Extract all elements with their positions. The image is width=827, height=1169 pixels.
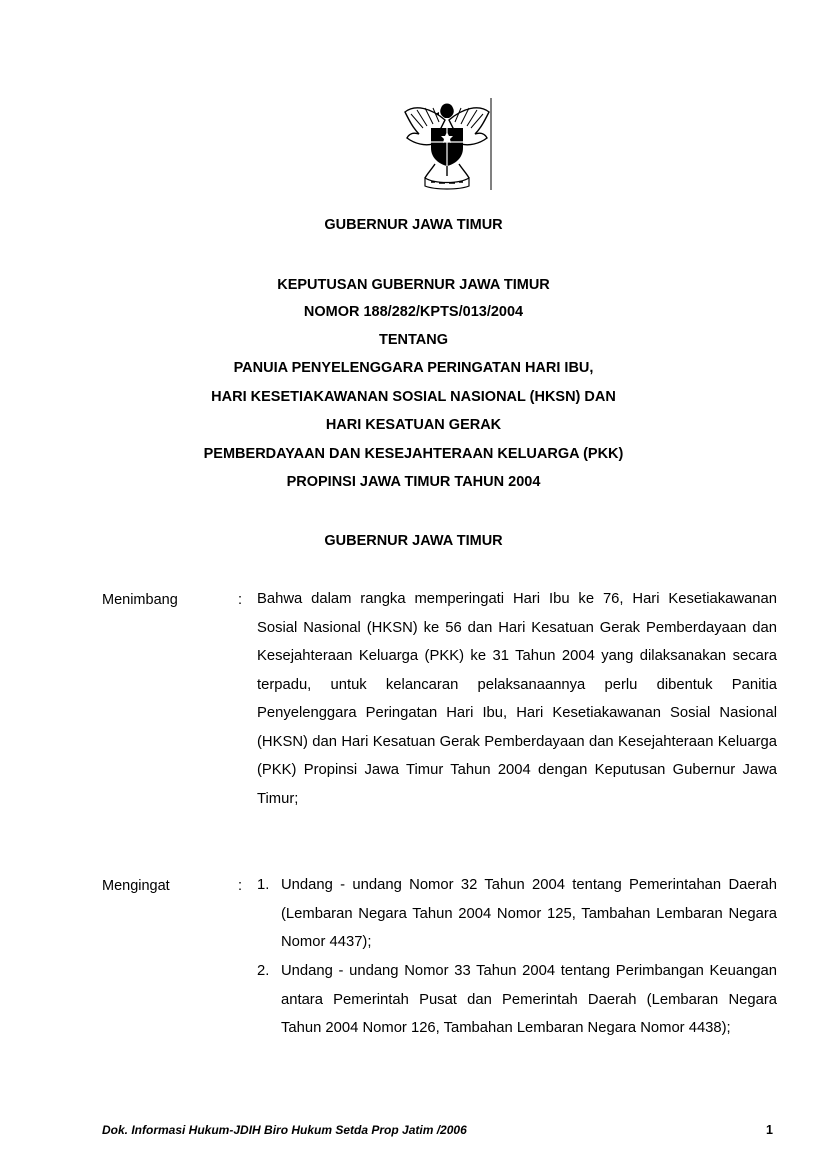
list-item-text: Undang - undang Nomor 33 Tahun 2004 tentang Perimbangan Keuangan antara Pemerintah Pusat dan Pemerintah Daerah (Lembaran Negara Tahun 2004 Nomor 126, Tambahan Lembaran Negara Nomor 4438); — [281, 963, 777, 1037]
decree-subject-line-2: HARI KESETIAKAWANAN SOSIAL NASIONAL (HKSN) DAN — [211, 389, 616, 405]
menimbang-text: Bahwa dalam rangka memperingati Hari Ibu ke 76, Hari Kesetiakawanan Sosial Nasional (HKSN) ke 56 dan Hari Kesatuan Gerak Pemberdayaan dan Kesejahteraan Keluarga (PKK) ke 31 Tahun 2004 yang dilaksanakan secara terpadu, untuk kelancaran pelaksanaannya perlu dibentuk Panitia Penyelenggara Peringatan Hari Ibu, Hari Kesetiakawanan Sosial Nasional (HKSN) dan Hari Kesatuan Gerak Pemberdayaan dan Kesejahteraan Keluarga (PKK) Propinsi Jawa Timur Tahun 2004 dengan Keputusan Gubernur Jawa Timur; — [257, 591, 777, 807]
list-item-number: 2. — [257, 963, 270, 979]
decree-number: NOMOR 188/282/KPTS/013/2004 — [303, 304, 524, 320]
governor-title-2: GUBERNUR JAWA TIMUR — [324, 533, 503, 549]
menimbang-colon: : — [238, 592, 243, 608]
decree-subject-line-4: PEMBERDAYAAN DAN KESEJAHTERAAN KELUARGA (PKK) — [203, 446, 624, 462]
governor-title: GUBERNUR JAWA TIMUR — [324, 217, 503, 233]
list-item-text: Undang - undang Nomor 32 Tahun 2004 tentang Pemerintahan Daerah (Lembaran Negara Tahun 2004 Nomor 125, Tambahan Lembaran Negara Nomor 4437); — [281, 877, 777, 951]
mengingat-colon: : — [238, 878, 243, 894]
decree-title: KEPUTUSAN GUBERNUR JAWA TIMUR — [277, 277, 550, 293]
footer-source: Dok. Informasi Hukum-JDIH Biro Hukum Setda Prop Jatim /2006 — [102, 1123, 467, 1137]
mengingat-item-2 — [257, 957, 777, 1043]
decree-subject-line-1: PANUIA PENYELENGGARA PERINGATAN HARI IBU, — [233, 360, 594, 376]
mengingat-label: Mengingat — [102, 878, 170, 894]
decree-subject-line-3: HARI KESATUAN GERAK — [325, 417, 502, 433]
decree-subject-line-5: PROPINSI JAWA TIMUR TAHUN 2004 — [286, 474, 541, 490]
menimbang-label: Menimbang — [102, 592, 178, 608]
mengingat-item-1 — [257, 871, 777, 957]
garuda-pancasila-emblem-icon — [401, 98, 493, 192]
page-number: 1 — [766, 1123, 773, 1137]
decree-tentang: TENTANG — [378, 332, 448, 348]
list-item-number: 1. — [257, 877, 270, 893]
